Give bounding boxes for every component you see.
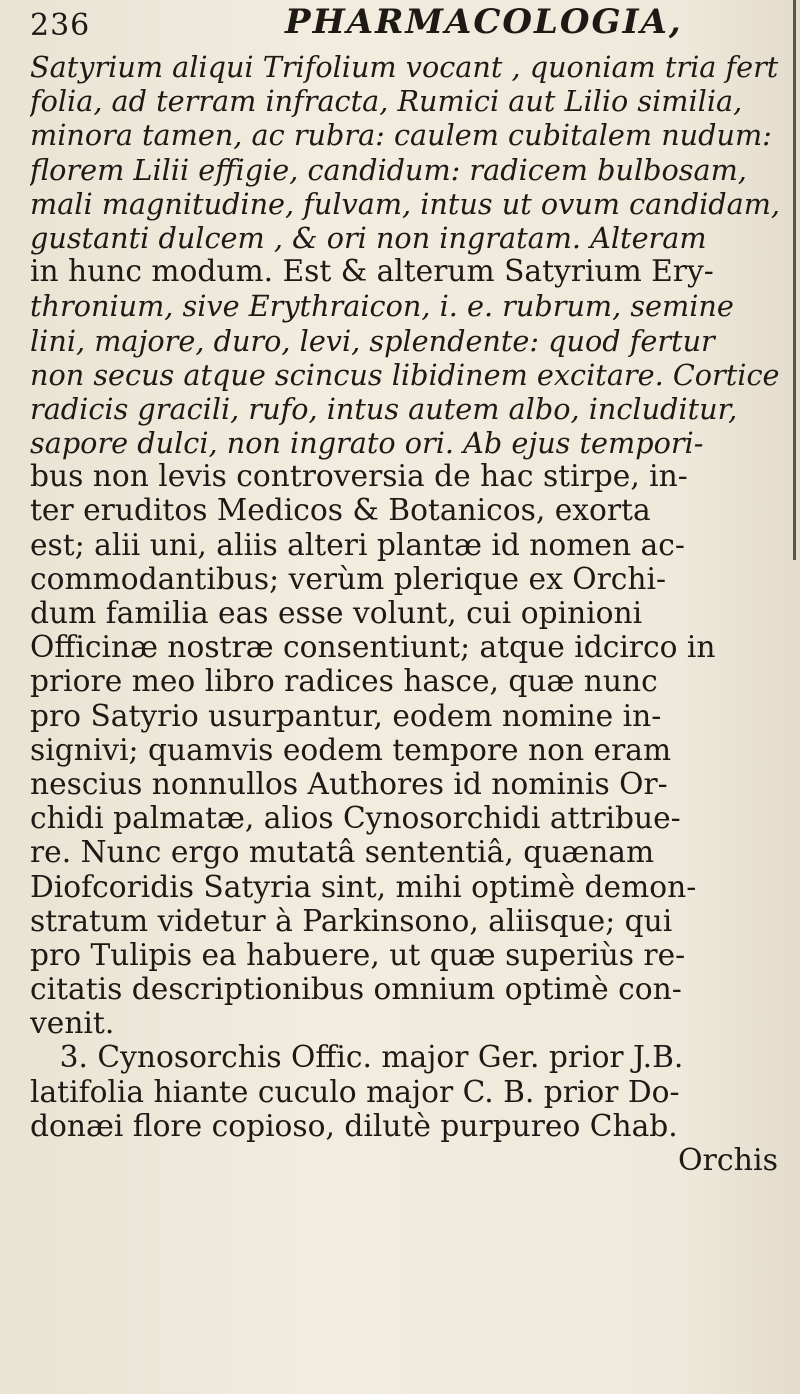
text-line: commodantibus; verùm plerique ex Orchi- [30, 562, 667, 597]
text-line: dum familia eas esse volunt, cui opinioni [30, 597, 643, 631]
text-line: Officinæ nostræ consentiunt; atque idcirco in [30, 631, 716, 666]
text-line: venit. [30, 1007, 115, 1042]
text-line: stratum videtur à Parkinsono, aliisque; qui [30, 904, 673, 939]
text-line: nescius nonnullos Authores id nominis Or- [30, 767, 668, 802]
text-line: bus non levis controversia de hac stirpe, in- [30, 460, 688, 495]
text-line: gustanti dulcem , & ori non ingratam. Alteram [30, 220, 707, 255]
text-line: citatis descriptionibus omnium optimè con- [30, 973, 682, 1008]
text-line: priore meo libro radices hasce, quæ nunc [30, 665, 658, 700]
page-number: 236 [30, 8, 91, 43]
text-line: ter eruditos Medicos & Botanicos, exorta [30, 494, 651, 529]
text-line: pro Tulipis ea habuere, ut quæ superiùs re- [30, 938, 686, 973]
text-line: Diofcoridis Satyria sint, mihi optimè demon- [30, 870, 697, 905]
text-line: thronium, sive Erythraicon, i. e. rubrum, semine [30, 289, 734, 324]
page-edge-shadow [793, 0, 796, 560]
text-line: est; alii uni, aliis alteri plantæ id nomen ac- [30, 528, 685, 563]
text-line: in hunc modum. Est & alterum Satyrium Ery- [30, 255, 714, 290]
running-head: PHARMACOLOGIA, [285, 2, 683, 42]
text-line: Satyrium aliqui Trifolium vocant , quoniam tria fert [30, 50, 779, 84]
text-line: non secus atque scincus libidinem excitare. Cortice [30, 357, 780, 392]
text-line: sapore dulci, non ingrato ori. Ab ejus tempori- [30, 426, 704, 461]
text-line: latifolia hiante cuculo major C. B. prior Do- [30, 1075, 680, 1110]
body-text [30, 50, 790, 1178]
text-line: chidi palmatæ, alios Cynosorchidi attribue- [30, 802, 681, 837]
text-line: florem Lilii effigie, candidum: radicem bulbosam, [30, 152, 747, 187]
text-line: radicis gracili, rufo, intus autem albo, includitur, [30, 391, 738, 426]
text-line: lini, majore, duro, levi, splendente: quod fertur [30, 323, 715, 358]
text-line: pro Satyrio usurpantur, eodem nomine in- [30, 699, 662, 734]
text-line: minora tamen, ac rubra: caulem cubitalem nudum: [30, 118, 772, 153]
text-line: 3. Cynosorchis Offic. major Ger. prior J.B. [59, 1041, 684, 1076]
text-line: donæi flore copioso, dilutè purpureo Chab. [30, 1109, 678, 1144]
page-header [30, 2, 770, 48]
text-line: Orchis [677, 1144, 778, 1178]
text-line: signivi; quamvis eodem tempore non eram [30, 733, 672, 768]
text-line: folia, ad terram infracta, Rumici aut Lilio similia, [30, 84, 743, 119]
text-line: mali magnitudine, fulvam, intus ut ovum candidam, [30, 186, 781, 221]
text-line: re. Nunc ergo mutatâ sententiâ, quænam [30, 836, 655, 871]
